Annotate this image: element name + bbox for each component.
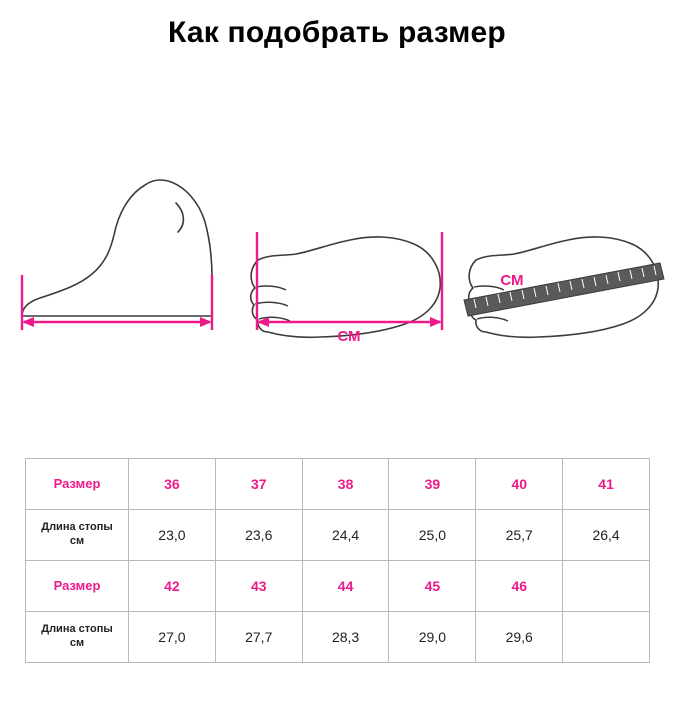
table-row (26, 510, 650, 561)
length-cell: 23,0 (129, 510, 216, 561)
size-cell: 42 (129, 561, 216, 612)
size-cell: 37 (215, 459, 302, 510)
size-cell: 38 (302, 459, 389, 510)
ruler-measure-label: СМ (500, 272, 524, 289)
foot-ruler-view-group (464, 237, 664, 337)
length-cell: 26,4 (563, 510, 650, 561)
row-label-line1: Длина стопы (41, 521, 113, 534)
row-label-size-2: Размер (26, 561, 129, 612)
length-cell: 29,6 (476, 612, 563, 663)
empty-cell (563, 612, 650, 663)
row-label-line2: см (69, 637, 85, 649)
size-cell: 45 (389, 561, 476, 612)
row-label-length-2 (26, 612, 129, 663)
length-cell: 27,7 (215, 612, 302, 663)
foot-top-view-group (251, 232, 442, 345)
table-row (26, 561, 650, 612)
table-row (26, 459, 650, 510)
size-cell: 40 (476, 459, 563, 510)
size-cell: 43 (215, 561, 302, 612)
size-cell: 39 (389, 459, 476, 510)
empty-cell (563, 561, 650, 612)
length-cell: 27,0 (129, 612, 216, 663)
row-label-line1: Длина стопы (41, 623, 113, 636)
top-measure-label: СМ (337, 328, 361, 345)
length-cell: 25,7 (476, 510, 563, 561)
size-table-wrap (25, 458, 650, 663)
measurement-diagram (0, 140, 674, 380)
length-cell: 28,3 (302, 612, 389, 663)
foot-side-view-group (22, 180, 212, 330)
side-measure-arrow-right (200, 317, 212, 327)
size-table (25, 458, 650, 663)
length-cell: 23,6 (215, 510, 302, 561)
row-label-line2: см (69, 535, 85, 547)
size-cell: 36 (129, 459, 216, 510)
top-measure-arrow-right (430, 317, 442, 327)
size-cell: 41 (563, 459, 650, 510)
side-measure-arrow-left (22, 317, 34, 327)
size-cell: 44 (302, 561, 389, 612)
length-cell: 25,0 (389, 510, 476, 561)
length-cell: 24,4 (302, 510, 389, 561)
length-cell: 29,0 (389, 612, 476, 663)
size-cell: 46 (476, 561, 563, 612)
foot-side-outline (22, 180, 212, 316)
table-row (26, 612, 650, 663)
row-label-length-1 (26, 510, 129, 561)
row-label-size-1: Размер (26, 459, 129, 510)
page-title: Как подобрать размер (168, 16, 506, 49)
